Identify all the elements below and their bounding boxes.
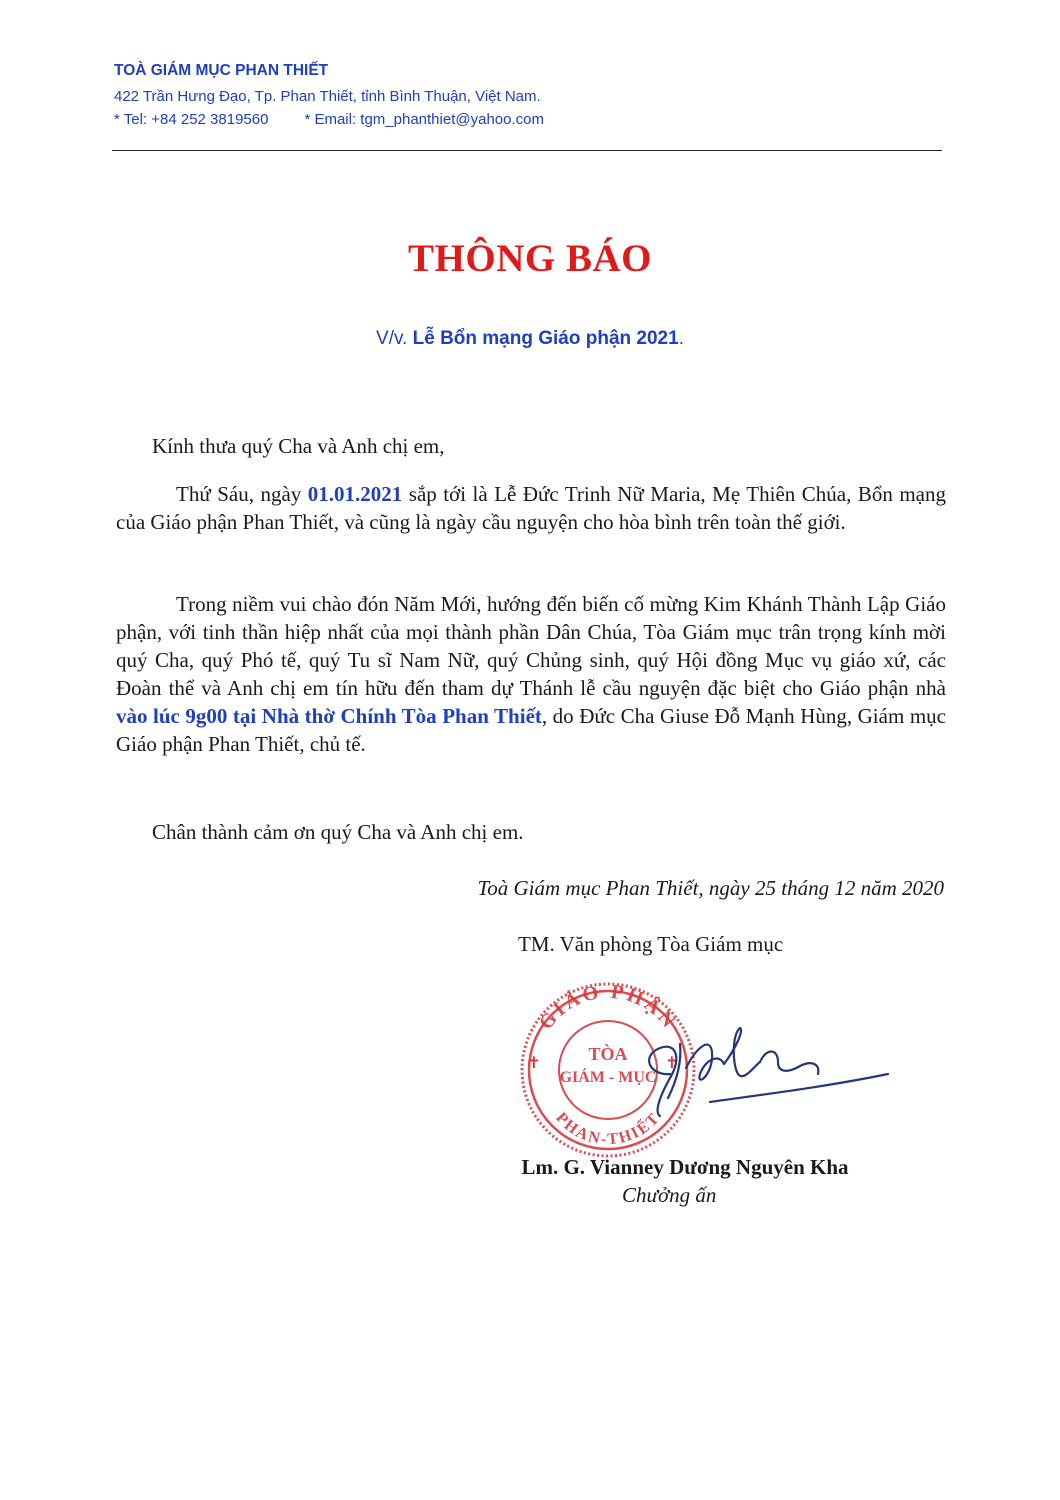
dateline: Toà Giám mục Phan Thiết, ngày 25 tháng 12 năm 2020 <box>477 876 944 900</box>
signer-name: Lm. G. Vianney Dương Nguyên Kha <box>521 1155 849 1179</box>
letterhead-address: 422 Trần Hưng Đạo, Tp. Phan Thiết, tỉnh Bình Thuận, Việt Nam. <box>114 88 541 105</box>
svg-text:GIÁO PHẬN <box>535 981 681 1034</box>
seal-bottom-text: PHAN-THIẾT <box>552 1109 664 1149</box>
letterhead-email: * Email: tgm_phanthiet@yahoo.com <box>304 111 544 128</box>
subject-prefix: V/v. <box>376 328 413 349</box>
seal-center-line-1: TÒA <box>588 1044 628 1064</box>
seal-stamp <box>522 981 694 1156</box>
subject-text: Lễ Bổn mạng Giáo phận 2021 <box>412 328 679 349</box>
para1-text-a: Thứ Sáu, ngày <box>176 482 308 506</box>
office-line: TM. Văn phòng Tòa Giám mục <box>518 932 784 956</box>
document-title: THÔNG BÁO <box>408 237 652 280</box>
seal-cross-right-icon: ✝ <box>665 1053 679 1072</box>
thanks-line: Chân thành cảm ơn quý Cha và Anh chị em. <box>152 820 524 844</box>
letterhead-tel: * Tel: +84 252 3819560 <box>114 111 269 128</box>
letterhead-contact <box>114 111 544 128</box>
paragraph-2 <box>116 590 946 758</box>
subject-suffix: . <box>678 328 684 349</box>
seal-and-signature <box>500 978 900 1158</box>
svg-text:PHAN-THIẾT <box>552 1109 663 1148</box>
seal-top-text: GIÁO PHẬN <box>534 980 682 1034</box>
salutation: Kính thưa quý Cha và Anh chị em, <box>152 434 445 458</box>
letterhead-org-name: TOÀ GIÁM MỤC PHAN THIẾT <box>114 62 329 79</box>
seal-center-line-2: GIÁM - MỤC <box>559 1069 657 1086</box>
para1-text-b: sắp tới là Lễ Đức Trinh Nữ Maria, Mẹ Thiên Chúa, Bổn mạng của Giáo phận Phan Thiết, và cũng là ngày cầu nguyện cho hòa bình trên toàn thế giới. <box>116 482 946 534</box>
handwritten-signature <box>649 1028 888 1116</box>
letterhead-divider <box>112 150 942 151</box>
para2-text-b: , do Đức Cha Giuse Đỗ Mạnh Hùng, Giám mục Giáo phận Phan Thiết, chủ tế. <box>116 704 946 756</box>
document-subject <box>0 328 1060 350</box>
para2-highlight: vào lúc 9g00 tại Nhà thờ Chính Tòa Phan Thiết <box>116 704 542 728</box>
paragraph-1 <box>116 480 946 536</box>
para1-date: 01.01.2021 <box>307 482 403 506</box>
signer-role: Chưởng ấn <box>622 1183 717 1207</box>
seal-cross-left-icon: ✝ <box>527 1053 541 1072</box>
para2-text-a: Trong niềm vui chào đón Năm Mới, hướng đến biến cố mừng Kim Khánh Thành Lập Giáo phận, với tinh thần hiệp nhất của mọi thành phần Dân Chúa, Tòa Giám mục trân trọng kính mời quý Cha, quý Phó tế, quý Tu sĩ Nam Nữ, quý Chủng sinh, quý Hội đồng Mục vụ giáo xứ, các Đoàn thể và Anh chị em tín hữu đến tham dự Thánh lễ cầu nguyện đặc biệt cho Giáo phận nhà <box>116 592 946 700</box>
